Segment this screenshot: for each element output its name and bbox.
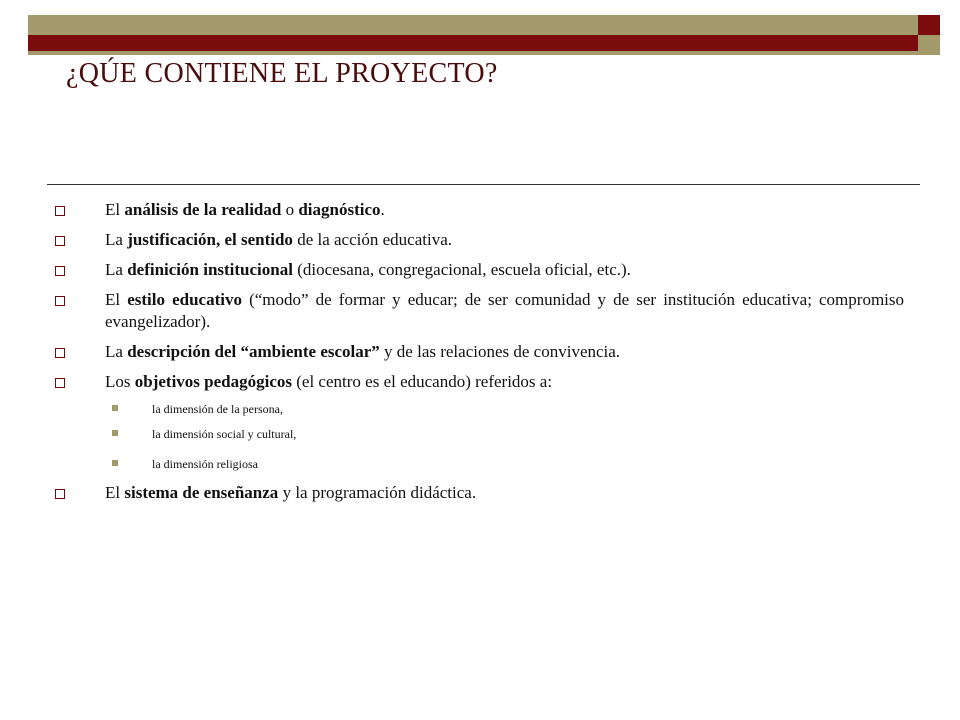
content-list (52, 199, 904, 512)
corner-square-olive (918, 35, 940, 55)
list-item-ambiente: La descripción del “ambiente escolar” y de las relaciones de convivencia. (52, 341, 904, 363)
list-item-estilo: El estilo educativo (“modo” de formar y educar; de ser comunidad y de ser institución educativa; compromiso evangelizador). (52, 289, 904, 333)
filled-square-bullet-icon (112, 430, 118, 436)
hollow-square-bullet-icon (55, 236, 65, 246)
list-item-sistema: El sistema de enseñanza y la programación didáctica. (52, 482, 904, 504)
hollow-square-bullet-icon (55, 296, 65, 306)
title-divider (47, 184, 920, 185)
sub-item-social: la dimensión social y cultural, (52, 426, 904, 442)
list-item-objetivos: Los objetivos pedagógicos (el centro es el educando) referidos a: (52, 371, 904, 393)
top-band-olive (28, 15, 918, 35)
filled-square-bullet-icon (112, 405, 118, 411)
top-band-maroon (28, 35, 918, 51)
hollow-square-bullet-icon (55, 489, 65, 499)
slide-title: ¿QÚE CONTIENE EL PROYECTO? (66, 58, 498, 89)
hollow-square-bullet-icon (55, 206, 65, 216)
sub-item-persona: la dimensión de la persona, (52, 401, 904, 417)
top-band-olive-thin (28, 51, 918, 55)
hollow-square-bullet-icon (55, 378, 65, 388)
hollow-square-bullet-icon (55, 348, 65, 358)
list-item-analisis: El análisis de la realidad o diagnóstico. (52, 199, 904, 221)
sub-item-religiosa: la dimensión religiosa (52, 456, 904, 472)
corner-square-maroon (918, 15, 940, 36)
top-decorative-bar (28, 15, 940, 55)
list-item-definicion: La definición institucional (diocesana, congregacional, escuela oficial, etc.). (52, 259, 904, 281)
list-item-justificacion: La justificación, el sentido de la acción educativa. (52, 229, 904, 251)
hollow-square-bullet-icon (55, 266, 65, 276)
filled-square-bullet-icon (112, 460, 118, 466)
